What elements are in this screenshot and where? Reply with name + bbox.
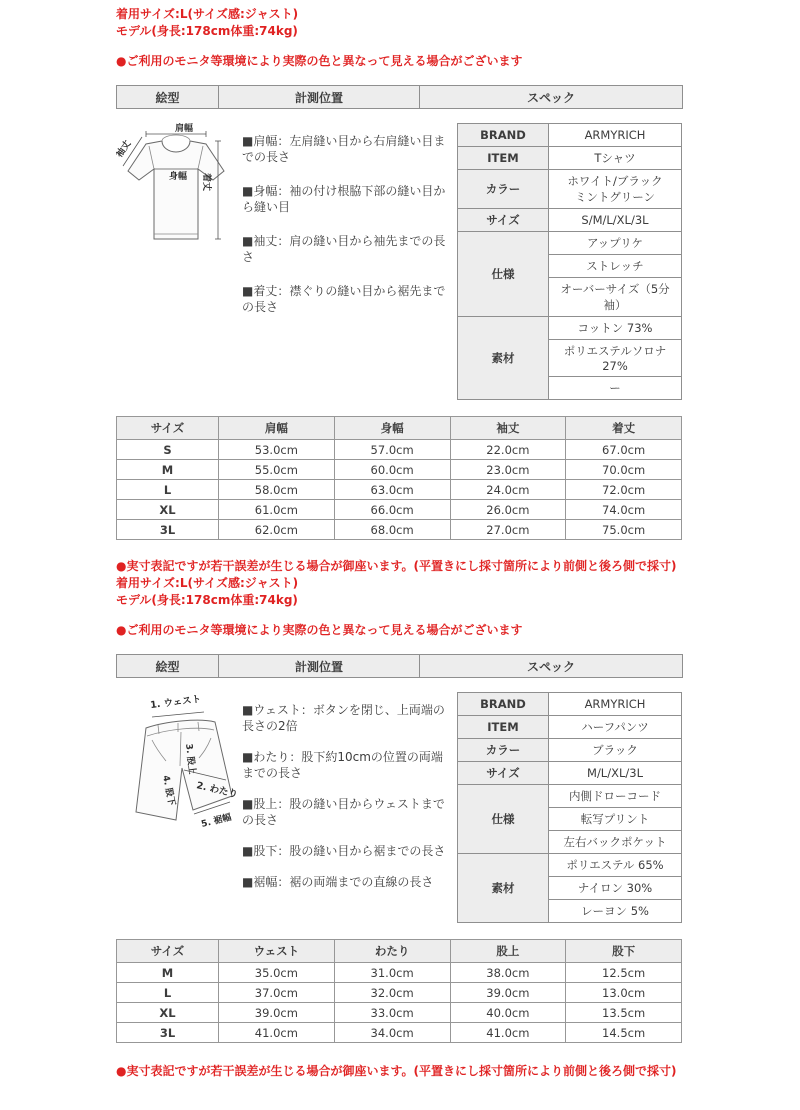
value-cell: 27.0cm: [450, 520, 566, 540]
size-cell: L: [117, 983, 219, 1003]
spec-size-label: サイズ: [458, 762, 549, 785]
shoulder-width-label: 肩幅: [174, 124, 194, 134]
value-cell: 38.0cm: [450, 963, 566, 983]
value-cell: 68.0cm: [334, 520, 450, 540]
spacer: [116, 40, 682, 53]
value-cell: 62.0cm: [219, 520, 335, 540]
model-note: モデル(身長:178cm体重:74kg): [116, 24, 298, 38]
column-header-spec: スペック: [420, 655, 683, 678]
value-cell: 61.0cm: [219, 500, 335, 520]
value-cell: 67.0cm: [566, 440, 682, 460]
spec-item-value: Tシャツ: [549, 147, 682, 170]
tshirt-size-table: [116, 416, 682, 540]
value-cell: 55.0cm: [219, 460, 335, 480]
spec-feature-value: オーバーサイズ（5分袖）: [549, 278, 682, 317]
value-cell: 40.0cm: [450, 1003, 566, 1023]
length-label: 着丈: [201, 173, 211, 192]
spec-feature-label: 仕様: [458, 785, 549, 854]
measure-item-waist: ■ウェスト：ボタンを閉じ、上両端の長さの2倍: [242, 703, 445, 733]
value-cell: 32.0cm: [334, 983, 450, 1003]
value-cell: 22.0cm: [450, 440, 566, 460]
spec-material-label: 素材: [458, 317, 549, 400]
column-header-drawing: 絵型: [117, 86, 219, 109]
value-cell: 66.0cm: [334, 500, 450, 520]
bottom-note: [116, 1063, 682, 1080]
size-table-header: 着丈: [566, 417, 682, 440]
spec-material-value: レーヨン 5%: [549, 900, 682, 923]
table-row: [117, 480, 682, 500]
value-cell: 74.0cm: [566, 500, 682, 520]
value-cell: 57.0cm: [334, 440, 450, 460]
tshirt-spec-table: [457, 123, 682, 400]
value-cell: 39.0cm: [219, 1003, 335, 1023]
top-note: [116, 6, 682, 70]
monitor-note: ●ご利用のモニタ等環境により実際の色と異なって見える場合がございます: [116, 54, 523, 68]
value-cell: 33.0cm: [334, 1003, 450, 1023]
table-row: [117, 500, 682, 520]
value-cell: 70.0cm: [566, 460, 682, 480]
rise-label: 3. 股上: [183, 743, 197, 775]
size-table-header: 股上: [450, 940, 566, 963]
pants-sketch-image: [116, 692, 242, 840]
column-header-drawing: 絵型: [117, 655, 219, 678]
spec-feature-value: アップリケ: [549, 232, 682, 255]
table-row: [117, 460, 682, 480]
size-table-header: 袖丈: [450, 417, 566, 440]
value-cell: 34.0cm: [334, 1023, 450, 1043]
tshirt-detail-row: [116, 123, 682, 400]
monitor-note: ●ご利用のモニタ等環境により実際の色と異なって見える場合がございます: [116, 623, 523, 637]
size-table-header: 股下: [566, 940, 682, 963]
pants-spec-table: [457, 692, 682, 923]
size-cell: L: [117, 480, 219, 500]
spec-color-value: [549, 170, 682, 209]
pants-section: [116, 654, 682, 1043]
value-cell: 26.0cm: [450, 500, 566, 520]
measure-item-shoulder: ■肩幅：左肩縫い目から右肩縫い目までの長さ: [242, 134, 446, 164]
measure-item-sleeve: ■袖丈：肩の縫い目から袖先までの長さ: [242, 234, 446, 264]
tolerance-note: ●実寸表記ですが若干誤差が生じる場合が御座います。(平置きにし採寸箇所により前側と後ろ側で採寸): [116, 559, 677, 573]
tolerance-note: ●実寸表記ですが若干誤差が生じる場合が御座います。(平置きにし採寸箇所により前側と後ろ側で採寸): [116, 1064, 677, 1078]
measure-item-body-width: ■身幅：袖の付け根脇下部の縫い目から縫い目: [242, 184, 446, 214]
size-cell: XL: [117, 1003, 219, 1023]
spec-item-label: ITEM: [458, 147, 549, 170]
spec-material-label: 素材: [458, 854, 549, 923]
value-cell: 35.0cm: [219, 963, 335, 983]
size-cell: 3L: [117, 1023, 219, 1043]
size-cell: S: [117, 440, 219, 460]
value-cell: 72.0cm: [566, 480, 682, 500]
value-cell: 39.0cm: [450, 983, 566, 1003]
wear-size-note: 着用サイズ:L(サイズ感:ジャスト): [116, 7, 299, 21]
spec-material-value: ナイロン 30%: [549, 877, 682, 900]
mid-note: [116, 558, 682, 639]
size-table-header: サイズ: [117, 940, 219, 963]
measure-item-hem: ■裾幅：裾の両端までの直線の長さ: [242, 875, 434, 889]
table-row: [117, 440, 682, 460]
wear-size-note: 着用サイズ:L(サイズ感:ジャスト): [116, 576, 299, 590]
spec-material-value: ポリエステルソロナ 27%: [549, 340, 682, 377]
value-cell: 41.0cm: [219, 1023, 335, 1043]
size-table-header: 身幅: [334, 417, 450, 440]
spec-color-line1: ホワイト/ブラック: [567, 174, 663, 188]
value-cell: 58.0cm: [219, 480, 335, 500]
table-row: [117, 963, 682, 983]
spec-brand-value: ARMYRICH: [549, 693, 682, 716]
spec-item-value: ハーフパンツ: [549, 716, 682, 739]
value-cell: 75.0cm: [566, 520, 682, 540]
spec-size-value: S/M/L/XL/3L: [549, 209, 682, 232]
spacer: [116, 609, 682, 622]
value-cell: 41.0cm: [450, 1023, 566, 1043]
tshirt-measure-descriptions: [236, 123, 457, 333]
spec-brand-label: BRAND: [458, 124, 549, 147]
body-width-label: 身幅: [168, 172, 188, 182]
spec-brand-value: ARMYRICH: [549, 124, 682, 147]
model-note: モデル(身長:178cm体重:74kg): [116, 593, 298, 607]
measure-item-watari: ■わたり：股下約10cmの位置の両端までの長さ: [242, 750, 443, 780]
pants-measure-descriptions: [236, 692, 457, 905]
inseam-label: 4. 股下: [160, 774, 177, 807]
spec-color-value: ブラック: [549, 739, 682, 762]
hem-label: 5. 裾幅: [200, 812, 233, 830]
size-cell: XL: [117, 500, 219, 520]
value-cell: 60.0cm: [334, 460, 450, 480]
value-cell: 53.0cm: [219, 440, 335, 460]
table-row: [117, 1003, 682, 1023]
value-cell: 13.5cm: [566, 1003, 682, 1023]
tshirt-section-header-table: [116, 85, 683, 109]
column-header-spec: スペック: [420, 86, 683, 109]
spec-material-value: コットン 73%: [549, 317, 682, 340]
spec-feature-value: ストレッチ: [549, 255, 682, 278]
measure-item-inseam: ■股下：股の縫い目から裾までの長さ: [242, 844, 446, 858]
spec-feature-value: 内側ドローコード: [549, 785, 682, 808]
size-cell: M: [117, 963, 219, 983]
spec-material-value: ポリエステル 65%: [549, 854, 682, 877]
spec-material-value: ー: [549, 377, 682, 400]
size-cell: 3L: [117, 520, 219, 540]
table-row: [117, 983, 682, 1003]
spec-color-label: カラー: [458, 170, 549, 209]
size-table-header: ウェスト: [219, 940, 335, 963]
measure-item-length: ■着丈：襟ぐりの縫い目から裾先までの長さ: [242, 284, 446, 314]
tshirt-sketch-image: [116, 123, 236, 263]
size-table-header: 肩幅: [219, 417, 335, 440]
size-table-header: サイズ: [117, 417, 219, 440]
waist-label: 1. ウェスト: [149, 693, 202, 712]
value-cell: 24.0cm: [450, 480, 566, 500]
pants-detail-row: [116, 692, 682, 923]
spec-feature-value: 転写プリント: [549, 808, 682, 831]
spec-feature-value: 左右バックポケット: [549, 831, 682, 854]
spec-feature-label: 仕様: [458, 232, 549, 317]
value-cell: 23.0cm: [450, 460, 566, 480]
measure-item-rise: ■股上：股の縫い目からウェストまでの長さ: [242, 797, 445, 827]
size-cell: M: [117, 460, 219, 480]
column-header-measure-position: 計測位置: [219, 86, 420, 109]
spec-size-label: サイズ: [458, 209, 549, 232]
size-table-header: わたり: [334, 940, 450, 963]
tshirt-diagram: [116, 123, 236, 266]
pants-section-header-table: [116, 654, 683, 678]
sleeve-length-label: 袖丈: [116, 139, 134, 160]
pants-diagram: [116, 692, 239, 843]
table-row: [117, 1023, 682, 1043]
value-cell: 13.0cm: [566, 983, 682, 1003]
spec-brand-label: BRAND: [458, 693, 549, 716]
spec-item-label: ITEM: [458, 716, 549, 739]
value-cell: 12.5cm: [566, 963, 682, 983]
value-cell: 14.5cm: [566, 1023, 682, 1043]
value-cell: 63.0cm: [334, 480, 450, 500]
pants-size-table: [116, 939, 682, 1043]
spec-size-value: M/L/XL/3L: [549, 762, 682, 785]
table-row: [117, 520, 682, 540]
spec-color-line2: ミントグリーン: [574, 190, 656, 204]
column-header-measure-position: 計測位置: [219, 655, 420, 678]
value-cell: 31.0cm: [334, 963, 450, 983]
spec-color-label: カラー: [458, 739, 549, 762]
value-cell: 37.0cm: [219, 983, 335, 1003]
watari-label: 2. わたり: [195, 780, 239, 801]
